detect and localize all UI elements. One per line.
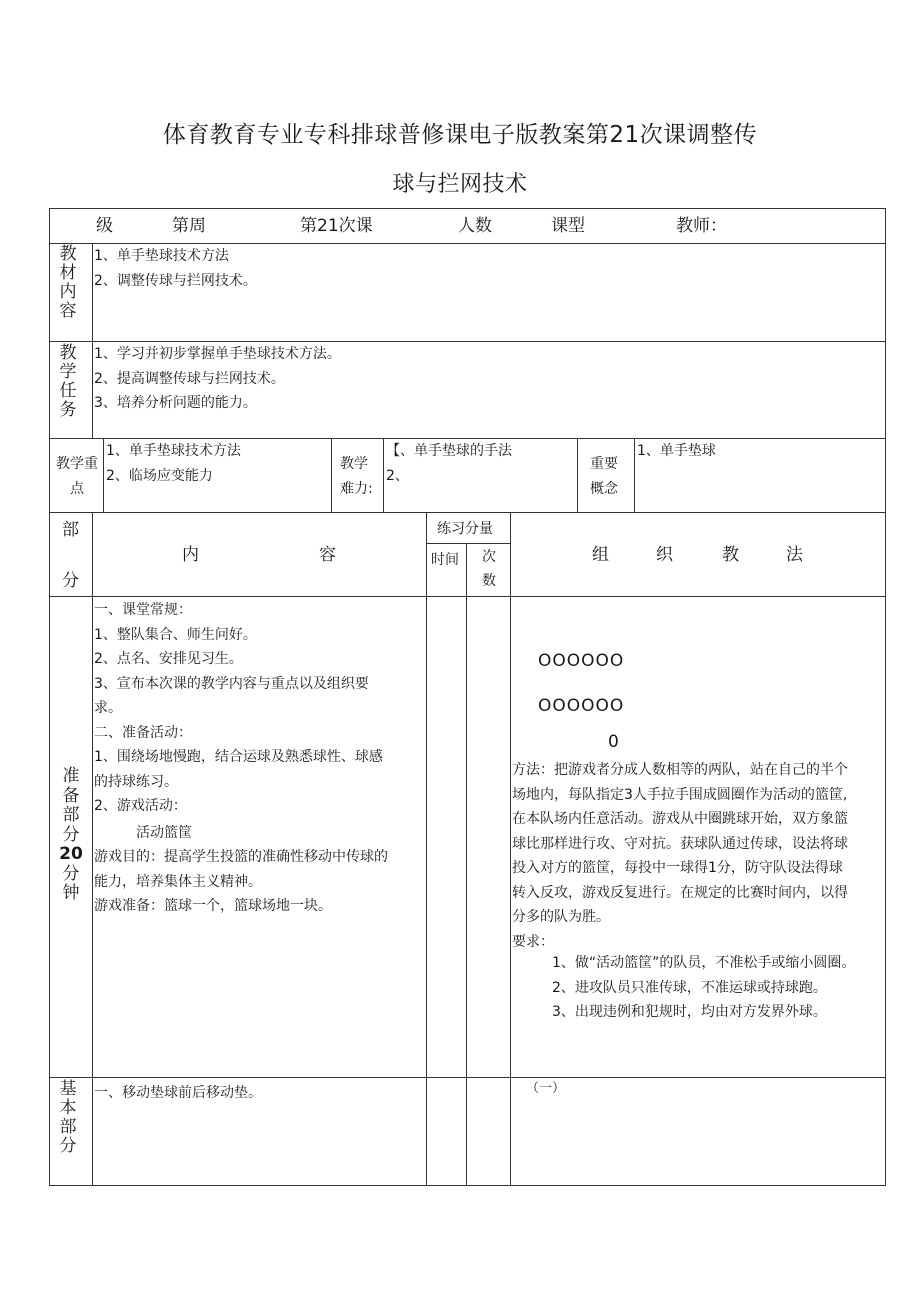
col-time: 时间 bbox=[431, 552, 459, 568]
list-item: 1、学习并初步掌握单手垫球技术方法。 bbox=[94, 346, 341, 362]
col-content-2: 容 bbox=[319, 545, 336, 565]
list-item: 游戏目的：提高学生投篮的准确性移动中传球的 bbox=[94, 849, 388, 865]
formation-row: OOOOOO bbox=[538, 651, 625, 671]
list-item: 3、出现违例和犯规时，均由对方发界外球。 bbox=[552, 1004, 827, 1020]
list-item: 3、培养分析问题的能力。 bbox=[94, 395, 257, 411]
col-part-top: 部 bbox=[62, 520, 79, 540]
col-practice: 练习分量 bbox=[437, 521, 493, 537]
list-item: 方法：把游戏者分成人数相等的两队，站在自己的半个 bbox=[512, 762, 848, 778]
formation-row: OOOOOO bbox=[538, 696, 625, 716]
header-week: 第周 bbox=[172, 216, 206, 236]
list-item: 2、点名、安排见习生。 bbox=[94, 651, 243, 667]
list-item: 1、单手垫球技术方法 bbox=[94, 248, 229, 264]
col-content-1: 内 bbox=[182, 545, 199, 565]
list-item: 在本队场内任意活动。游戏从中圈跳球开始，双方象篮 bbox=[512, 811, 848, 827]
ball-marker: 0 bbox=[608, 732, 620, 752]
list-item: 2、 bbox=[386, 467, 409, 484]
list-item: 2、进攻队员只准传球，不准运球或持球跑。 bbox=[552, 979, 827, 996]
list-item: 分多的队为胜。 bbox=[512, 909, 610, 925]
list-item: 2、游戏活动： bbox=[94, 798, 187, 814]
list-item: 活动篮筐 bbox=[136, 824, 192, 841]
basic-label: 基 本 部 分 bbox=[59, 1079, 77, 1156]
list-item: 2、临场应变能力 bbox=[106, 467, 213, 484]
material-content bbox=[94, 244, 257, 293]
key-content bbox=[106, 439, 241, 488]
concept-label: 重要 概念 bbox=[590, 456, 618, 497]
header-lesson: 第21次课 bbox=[300, 216, 373, 236]
page-title-line1: 体育教育专业专科排球普修课电子版教案第21次课调整传 bbox=[162, 122, 758, 148]
list-item: 1、单手垫球技术方法 bbox=[106, 443, 241, 459]
list-item: 2、调整传球与拦网技术。 bbox=[94, 272, 257, 289]
col-count-top: 次 bbox=[482, 549, 496, 565]
list-item: 场地内，每队指定3人手拉手围成圆圈作为活动的篮筐, bbox=[512, 786, 848, 803]
list-item: 1、整队集合、师生问好。 bbox=[94, 626, 257, 643]
col-part-bottom: 分 bbox=[62, 571, 79, 591]
list-item: 3、宣布本次课的教学内容与重点以及组织要 bbox=[94, 675, 369, 692]
list-item: 转入反攻，游戏反复进行。在规定的比赛时间内，以得 bbox=[512, 884, 848, 901]
basic-content bbox=[94, 1081, 262, 1106]
list-item: 一、移动垫球前后移动垫。 bbox=[94, 1085, 262, 1101]
header-count: 人数 bbox=[458, 216, 492, 236]
col-count-bottom: 数 bbox=[482, 573, 496, 589]
list-item: 1、围绕场地慢跑，结合运球及熟悉球性、球感 bbox=[94, 749, 383, 765]
list-item: 游戏准备：篮球一个，篮球场地一块。 bbox=[94, 898, 332, 914]
header-type: 课型 bbox=[551, 216, 585, 236]
page-title-line2: 球与拦网技术 bbox=[392, 172, 528, 197]
list-item: 1、做“活动篮筐”的队员，不准松手或缩小圆圈。 bbox=[552, 955, 856, 971]
list-item: 要求： bbox=[512, 933, 554, 950]
header-grade: 级 bbox=[96, 216, 113, 236]
difficulty-label: 教学 难力: bbox=[340, 456, 373, 497]
list-item: 2、提高调整传球与拦网技术。 bbox=[94, 370, 285, 387]
list-item: 一、课堂常规： bbox=[94, 602, 192, 618]
prep-content bbox=[94, 598, 388, 919]
list-item: 投入对方的篮筐，每投中一球得1分，防守队设法得球 bbox=[512, 860, 843, 876]
list-item: 【、单手垫球的手法 bbox=[386, 443, 512, 459]
list-item: 的持球练习。 bbox=[94, 773, 178, 790]
list-item: 1、单手垫球 bbox=[637, 443, 716, 459]
header-teacher: 教师： bbox=[676, 216, 727, 236]
task-content bbox=[94, 342, 341, 416]
list-item: （一） bbox=[526, 1081, 566, 1096]
prep-label: 准 备 部 分 20 分 钟 bbox=[59, 766, 83, 903]
key-label: 教学重 点 bbox=[56, 456, 98, 497]
list-item: 能力，培养集体主义精神。 bbox=[94, 873, 262, 890]
concept-content bbox=[637, 439, 716, 464]
basic-org bbox=[526, 1077, 565, 1102]
prep-requirements bbox=[552, 951, 855, 1025]
material-label: 教 材 内 容 bbox=[59, 244, 77, 321]
list-item: 球比那样进行攻、守对抗。获球队通过传球，设法将球 bbox=[512, 835, 848, 852]
list-item: 求。 bbox=[94, 700, 122, 716]
task-label: 教 学 任 务 bbox=[59, 343, 77, 420]
prep-method bbox=[512, 758, 848, 954]
difficulty-content bbox=[386, 439, 512, 488]
list-item: 二、准备活动： bbox=[94, 724, 192, 741]
